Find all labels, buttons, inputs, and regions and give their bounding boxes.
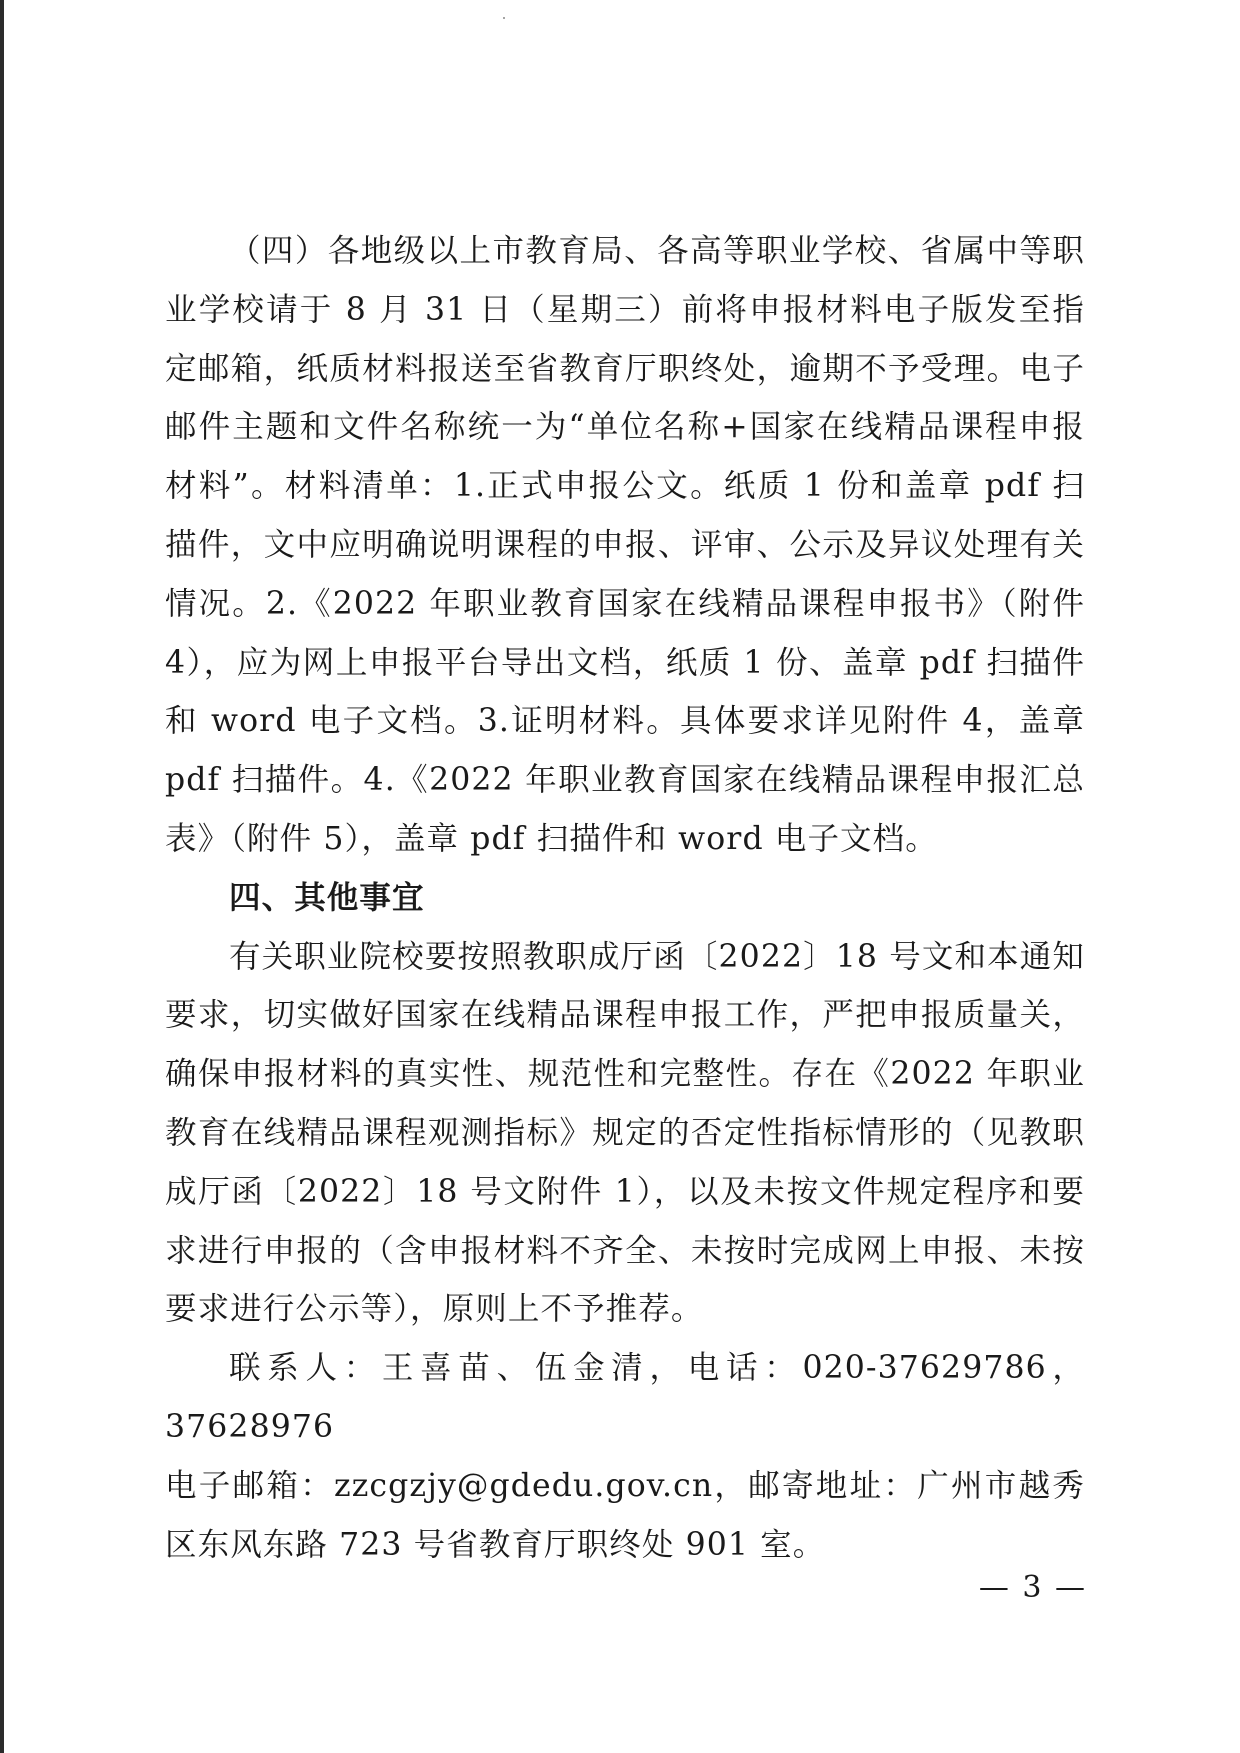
paragraph-submission-requirements: （四）各地级以上市教育局、各高等职业学校、省属中等职业学校请于 8 月 31 日（星期三）前将申报材料电子版发至指定邮箱，纸质材料报送至省教育厅职终处，逾期不予受理。电子邮件主题和文件名称统一为“单位名称+国家在线精品课程申报材料”。材料清单：1.正式申报公文。纸质 1 份和盖章 pdf 扫描件，文中应明确说明课程的申报、评审、公示及异议处理有关情况。2.《2022 年职业教育国家在线精品课程申报书》（附件 4），应为网上申报平台导出文档，纸质 1 份、盖章 pdf 扫描件和 word 电子文档。3.证明材料。具体要求详见附件 4，盖章 pdf 扫描件。4.《2022 年职业教育国家在线精品课程申报汇总表》（附件 5），盖章 pdf 扫描件和 word 电子文档。 [165, 233, 1085, 857]
document-body [165, 222, 1085, 1574]
page-number: — 3 — [978, 1570, 1087, 1605]
section-heading-other-matters: 四、其他事宜 [229, 879, 425, 916]
email-address-line: 电子邮箱：zzcgzjy@gdedu.gov.cn，邮寄地址：广州市越秀区东风东路 723 号省教育厅职终处 901 室。 [165, 1467, 1085, 1563]
contact-persons-line: 联系人：王喜苗、伍金清，电话：020-37629786，37628976 [165, 1350, 1085, 1445]
scan-speck [503, 17, 505, 19]
scan-edge-shadow [0, 0, 4, 1753]
paragraph-other-matters: 有关职业院校要按照教职成厅函〔2022〕18 号文和本通知要求，切实做好国家在线精品课程申报工作，严把申报质量关，确保申报材料的真实性、规范性和完整性。存在《2022 年职业教育在线精品课程观测指标》规定的否定性指标情形的（见教职成厅函〔2022〕18 号文附件 1），以及未按文件规定程序和要求进行申报的（含申报材料不齐全、未按时完成网上申报、未按要求进行公示等），原则上不予推荐。 [165, 938, 1085, 1328]
